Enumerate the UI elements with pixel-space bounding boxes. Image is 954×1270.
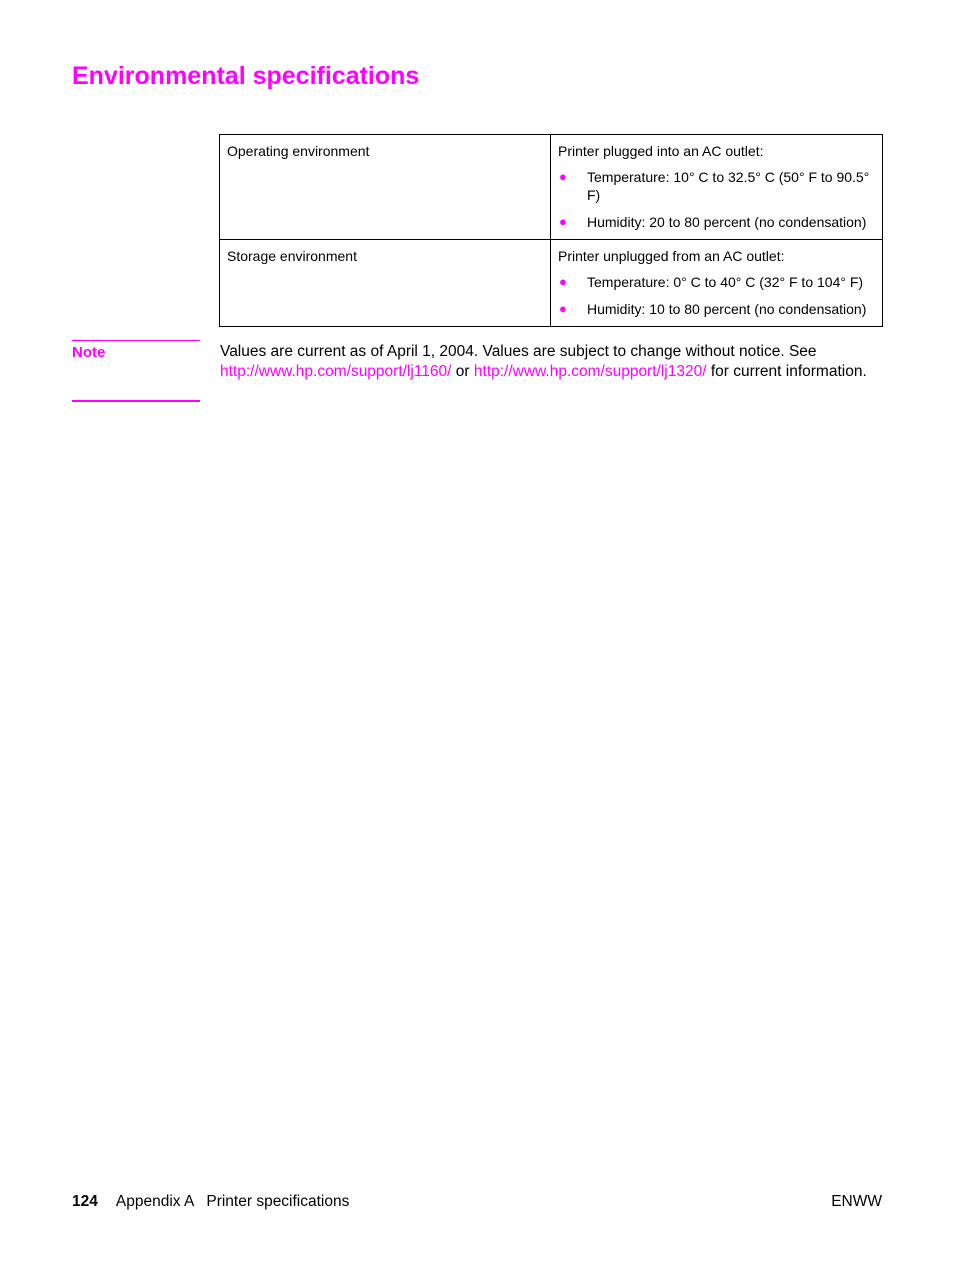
note-text-before: Values are current as of April 1, 2004. Values are subject to change without notice. See xyxy=(220,343,817,360)
table-row xyxy=(220,240,883,327)
list-item xyxy=(558,168,876,204)
note-divider-top xyxy=(72,340,200,341)
list-item xyxy=(558,273,876,291)
note-text-middle: or xyxy=(451,362,474,380)
row-label: Operating environment xyxy=(220,135,551,240)
note-text xyxy=(220,342,880,381)
environment-spec-table xyxy=(219,134,883,327)
note-label: Note xyxy=(72,344,106,361)
list-item xyxy=(558,213,876,231)
row-intro: Printer plugged into an AC outlet: xyxy=(558,143,764,159)
page-number: 124 xyxy=(72,1193,98,1210)
bullet-icon: ● xyxy=(559,301,567,316)
note-text-after: for current information. xyxy=(706,362,867,380)
support-link-lj1320[interactable]: http://www.hp.com/support/lj1320/ xyxy=(473,362,707,380)
row-intro: Printer unplugged from an AC outlet: xyxy=(558,248,785,264)
bullet-list xyxy=(558,273,876,318)
footer-doc-id: ENWW xyxy=(831,1193,882,1210)
table-row xyxy=(220,135,883,240)
bullet-text: Humidity: 20 to 80 percent (no condensation) xyxy=(587,214,867,230)
note-divider-bottom xyxy=(72,400,200,402)
support-link-lj1160[interactable]: http://www.hp.com/support/lj1160/ xyxy=(220,362,452,380)
list-item xyxy=(558,300,876,318)
bullet-list xyxy=(558,168,876,231)
bullet-icon: ● xyxy=(559,214,567,229)
footer-section: Appendix A Printer specifications xyxy=(115,1193,350,1210)
bullet-icon: ● xyxy=(559,169,567,184)
page-footer xyxy=(72,1192,882,1211)
bullet-text: Temperature: 10° C to 32.5° C (50° F to 90.5° F) xyxy=(587,169,870,203)
row-value xyxy=(551,135,883,240)
row-value xyxy=(551,240,883,327)
row-label: Storage environment xyxy=(220,240,551,327)
page-title: Environmental specifications xyxy=(72,62,420,90)
bullet-text: Temperature: 0° C to 40° C (32° F to 104° F) xyxy=(587,274,864,290)
bullet-text: Humidity: 10 to 80 percent (no condensation) xyxy=(587,301,867,317)
bullet-icon: ● xyxy=(559,274,567,289)
